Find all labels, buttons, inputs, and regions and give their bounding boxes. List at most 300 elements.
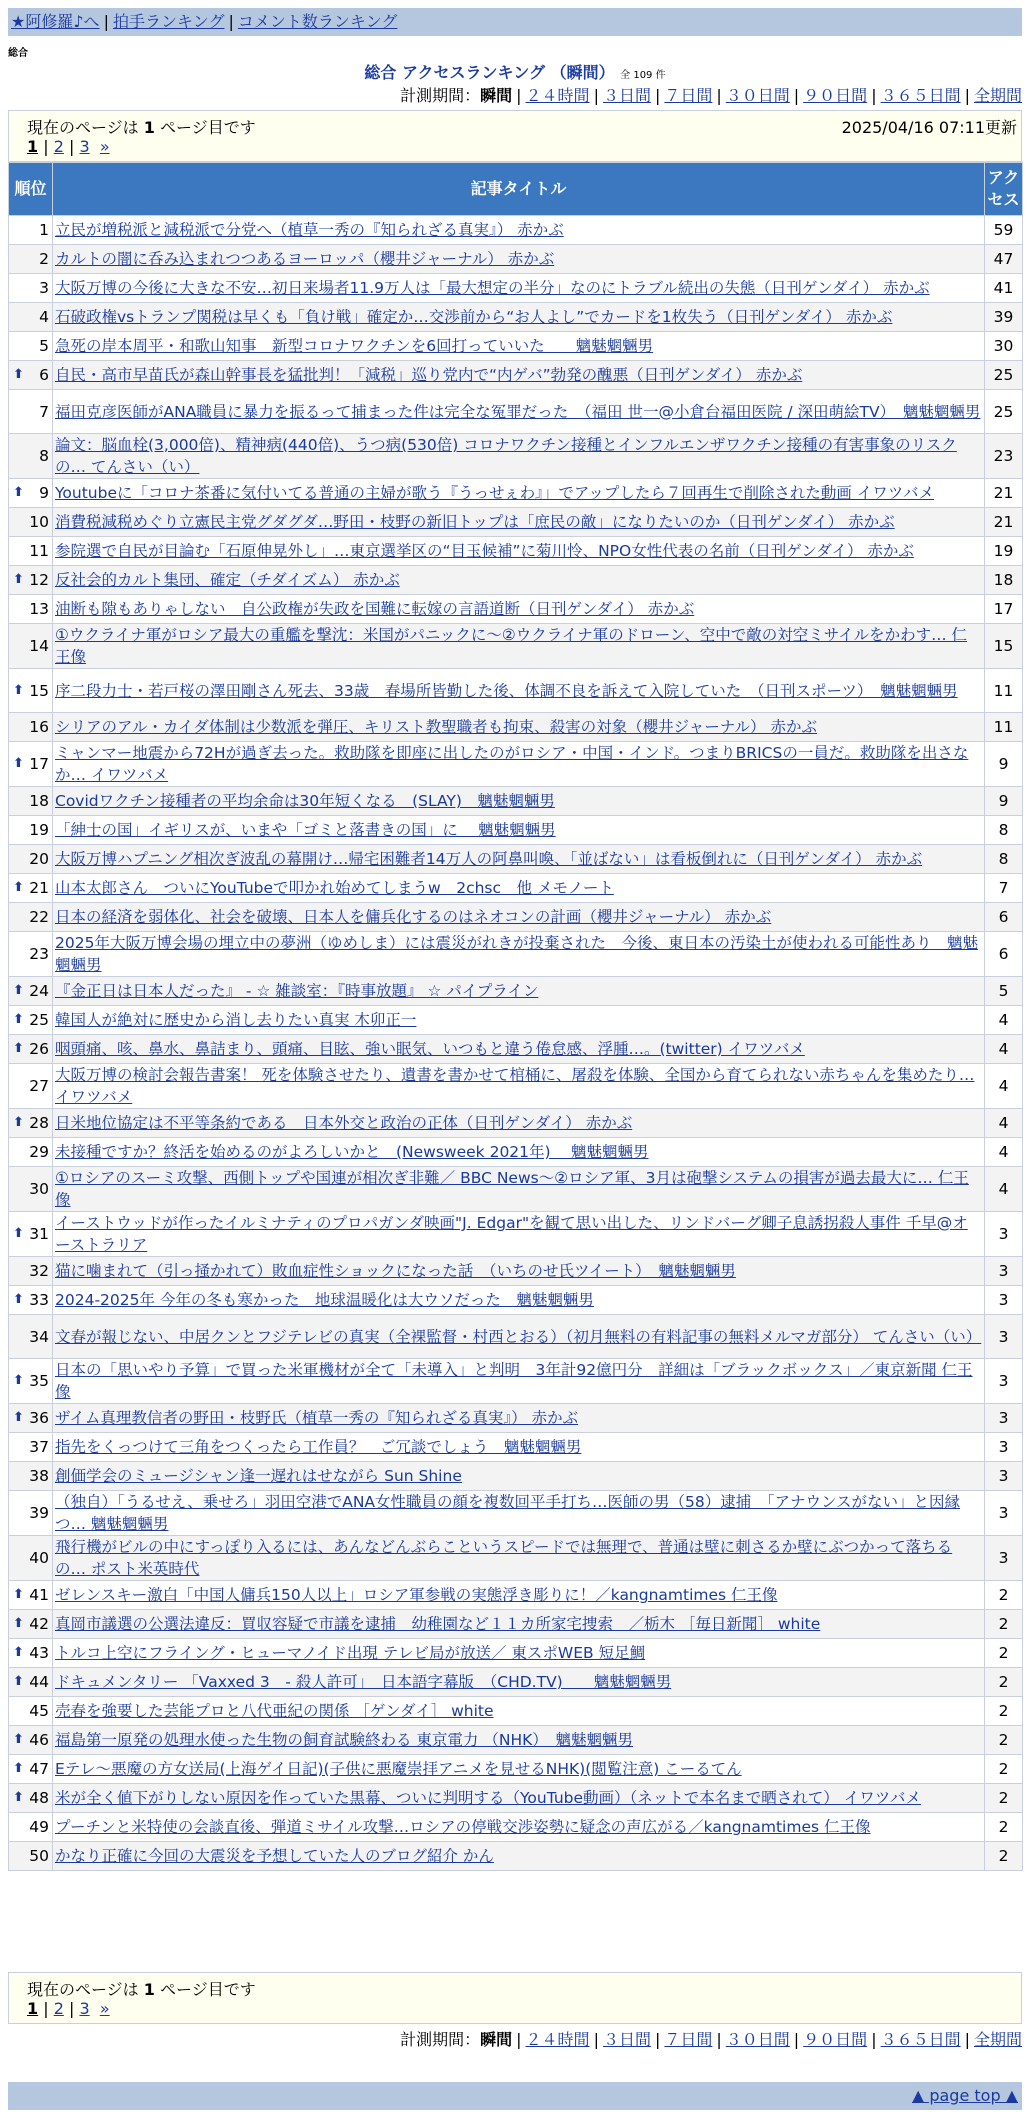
title-cell — [53, 1035, 985, 1064]
nav-link-clap-ranking[interactable]: 拍手ランキング — [112, 12, 225, 31]
access-count: 3 — [985, 1286, 1023, 1315]
access-count: 9 — [985, 787, 1023, 816]
rank-number: 4 — [39, 308, 49, 326]
rank-cell — [9, 434, 53, 479]
article-link[interactable]: 日本の「思いやり予算」で買った米軍機材が全て「未導入」と判明 3年計92億円分 詳細は「ブラックボックス」／東京新聞 仁王像 — [55, 1361, 973, 1401]
article-link[interactable]: Eテレ〜悪魔の方女送局(上海ゲイ日記)(子供に悪魔崇拝アニメを見せるNHK)(閲覧注意) こーるてん — [55, 1760, 742, 1778]
access-count: 4 — [985, 1109, 1023, 1138]
title-cell — [53, 1784, 985, 1813]
rank-cell — [9, 1462, 53, 1491]
rank-number: 49 — [29, 1818, 49, 1836]
period-selector-top: 計測期間：瞬間 | ２４時間 | ３日間 | ７日間 | ３０日間 | ９０日間 | ３６５日間 | 全期間 — [400, 86, 1022, 105]
table-row — [9, 1813, 1023, 1842]
header-rank: 順位 — [9, 163, 53, 216]
article-link[interactable]: 序二段力士・若戸桜の澤田剛さん死去、33歳 春場所皆勤した後、体調不良を訴えて入院していた （日刊スポーツ） 魑魅魍魎男 — [55, 681, 958, 700]
pager-next-link[interactable]: » — [99, 137, 110, 156]
category-label: 総合 — [8, 48, 28, 59]
rank-cell — [9, 245, 53, 274]
article-link[interactable]: シリアのアル・カイダ体制は少数派を弾圧、キリスト教聖職者も拘束、殺害の対象（櫻井ジャーナル） 赤かぶ — [55, 718, 817, 736]
rank-number: 26 — [29, 1040, 49, 1058]
period-link-30d[interactable]: ３０日間 — [725, 2030, 790, 2049]
rank-number: 1 — [39, 221, 49, 239]
rank-number: 44 — [29, 1673, 49, 1691]
title-cell — [53, 566, 985, 595]
access-count: 21 — [985, 508, 1023, 537]
rank-number: 14 — [29, 637, 49, 655]
table-row — [9, 1138, 1023, 1167]
rank-number: 10 — [29, 513, 49, 531]
access-count: 2 — [985, 1668, 1023, 1697]
rank-cell — [9, 903, 53, 932]
article-link[interactable]: ①ウクライナ軍がロシア最大の重艦を撃沈：米国がパニックに～②ウクライナ軍のドローン、空中で敵の対空ミサイルをかわす… 仁王像 — [55, 626, 968, 666]
article-link[interactable]: 石破政権vsトランプ関税は早くも「負け戦」確定か…交渉前から“お人よし”でカードを1枚失う（日刊ゲンダイ） 赤かぶ — [55, 308, 893, 326]
rank-number: 24 — [29, 982, 49, 1000]
arrow-up-icon: ⬆ — [13, 1012, 24, 1027]
pager-link-page-3[interactable]: 3 — [79, 1999, 90, 2018]
article-link[interactable]: Covidワクチン接種者の平均余命は30年短くなる (SLAY) 魑魅魍魎男 — [55, 792, 555, 810]
period-link-90d[interactable]: ９０日間 — [803, 86, 868, 105]
header-access: アクセス — [985, 163, 1023, 216]
access-count: 25 — [985, 361, 1023, 390]
article-link[interactable]: 反社会的カルト集団、確定（チダイズム） 赤かぶ — [55, 571, 400, 589]
rank-number: 3 — [39, 279, 49, 297]
period-link-3d[interactable]: ３日間 — [602, 86, 651, 105]
title-cell — [53, 1697, 985, 1726]
title-cell — [53, 245, 985, 274]
table-row — [9, 508, 1023, 537]
header-title: 記事タイトル — [53, 163, 985, 216]
rank-cell — [9, 216, 53, 245]
access-count: 3 — [985, 1315, 1023, 1359]
access-count: 21 — [985, 479, 1023, 508]
pager-link-page-3[interactable]: 3 — [79, 137, 90, 156]
title-cell — [53, 1212, 985, 1257]
title-cell — [53, 1639, 985, 1668]
pager-current-page: 1 — [27, 1999, 39, 2018]
title-cell — [53, 1610, 985, 1639]
access-count: 7 — [985, 874, 1023, 903]
table-row — [9, 669, 1023, 713]
access-count: 3 — [985, 1404, 1023, 1433]
title-cell — [53, 742, 985, 787]
rank-number: 42 — [29, 1615, 49, 1633]
article-link[interactable]: 大阪万博の今後に大きな不安…初日来場者11.9万人は「最大想定の半分」なのにトラブル続出の失態（日刊ゲンダイ） 赤かぶ — [55, 279, 930, 297]
table-row — [9, 361, 1023, 390]
article-link[interactable]: 2025年大阪万博会場の埋立中の夢洲（ゆめしま）には震災がれきが投棄された 今後、東日本の汚染土が使われる可能性あり 魑魅魍魎男 — [55, 934, 978, 974]
arrow-up-icon: ⬆ — [13, 983, 24, 998]
rank-cell — [9, 1668, 53, 1697]
article-link[interactable]: 指先をくっつけて三角をつくったら工作員？ ご冗談でしょう 魑魅魍魎男 — [55, 1438, 582, 1456]
period-link-24h[interactable]: ２４時間 — [525, 86, 590, 105]
title-cell — [53, 1842, 985, 1871]
pager-status: 現在のページは 1 ページ目です — [27, 118, 256, 137]
footer-bar — [8, 2082, 1022, 2110]
rank-cell — [9, 566, 53, 595]
table-row — [9, 1109, 1023, 1138]
rank-number: 2 — [39, 250, 49, 268]
rank-cell — [9, 977, 53, 1006]
article-link[interactable]: （独自）「うるせえ、乗せろ」羽田空港でANA女性職員の顔を複数回平手打ち…医師の男（58）逮捕 「アナウンスがない」と因縁つ… 魑魅魍魎男 — [55, 1493, 961, 1533]
title-cell — [53, 1491, 985, 1536]
access-count: 11 — [985, 713, 1023, 742]
access-count: 4 — [985, 1035, 1023, 1064]
rank-cell — [9, 595, 53, 624]
table-row — [9, 1581, 1023, 1610]
period-link-365d[interactable]: ３６５日間 — [880, 2030, 961, 2049]
pager-links: 1 | 2 | 3 » — [27, 1999, 110, 2018]
rank-cell — [9, 537, 53, 566]
title-cell — [53, 1433, 985, 1462]
arrow-up-icon: ⬆ — [13, 1041, 24, 1056]
table-row — [9, 1726, 1023, 1755]
arrow-up-icon: ⬆ — [13, 880, 24, 895]
rank-cell — [9, 624, 53, 669]
access-count: 39 — [985, 303, 1023, 332]
access-count: 2 — [985, 1610, 1023, 1639]
title-cell — [53, 1404, 985, 1433]
table-row — [9, 1755, 1023, 1784]
table-row — [9, 1536, 1023, 1581]
article-link[interactable]: 立民が増税派と減税派で分党へ（植草一秀の『知られざる真実』） 赤かぶ — [55, 221, 564, 239]
article-link[interactable]: 猫に噛まれて（引っ掻かれて）敗血症性ショックになった話 （いちのせ氏ツイート） 魑魅魍魎男 — [55, 1262, 736, 1280]
article-link[interactable]: 自民・高市早苗氏が森山幹事長を猛批判！「減税」巡り党内で“内ゲバ”勃発の醜悪（日刊ゲンダイ） 赤かぶ — [55, 366, 803, 384]
table-row — [9, 1212, 1023, 1257]
nav-link-comment-ranking[interactable]: コメント数ランキング — [237, 12, 398, 31]
rank-cell — [9, 845, 53, 874]
title-cell — [53, 1536, 985, 1581]
access-count: 11 — [985, 669, 1023, 713]
table-row — [9, 932, 1023, 977]
article-link[interactable]: 日本の経済を弱体化、社会を破壊、日本人を傭兵化するのはネオコンの計画（櫻井ジャーナル） 赤かぶ — [55, 908, 772, 926]
rank-number: 20 — [29, 850, 49, 868]
title-cell — [53, 1755, 985, 1784]
access-count: 3 — [985, 1491, 1023, 1536]
title-cell — [53, 595, 985, 624]
table-row — [9, 1167, 1023, 1212]
article-link[interactable]: イーストウッドが作ったイルミナティのプロパガンダ映画"J. Edgar"を観て思い出した、リンドバーグ卿子息誘拐殺人事件 千早@オーストラリア — [55, 1214, 968, 1254]
nav-link-asyura[interactable]: ★阿修羅♪へ — [11, 12, 100, 31]
article-link[interactable]: 未接種ですか？終活を始めるのがよろしいかと (Newsweek 2021年) 魑魅魍魎男 — [55, 1143, 649, 1161]
rank-cell — [9, 1581, 53, 1610]
rank-number: 32 — [29, 1262, 49, 1280]
title-cell — [53, 1813, 985, 1842]
rank-cell — [9, 1006, 53, 1035]
nav-separator: | — [228, 12, 234, 31]
article-link[interactable]: 論文：脳血栓(3,000倍)、精神病(440倍)、うつ病(530倍) コロナワクチン接種とインフルエンザワクチン接種の有害事象のリスクの… てんさい（い） — [55, 436, 957, 476]
title-cell — [53, 1581, 985, 1610]
title-cell — [53, 1462, 985, 1491]
rank-cell — [9, 1610, 53, 1639]
article-link[interactable]: 福田克彦医師がANA職員に暴力を振るって捕まった件は完全な冤罪だった （福田 世一@小倉台福田医院 / 深田萌絵TV） 魑魅魍魎男 — [55, 402, 981, 421]
pager-bottom — [8, 1972, 1022, 2024]
article-link[interactable]: 文春が報じない、中居クンとフジテレビの真実（全裸監督・村西とおる）（初月無料の有料記事の無料メルマガ部分） てんさい（い） — [55, 1327, 982, 1346]
period-current: 瞬間 — [480, 2030, 513, 2049]
access-count: 4 — [985, 1138, 1023, 1167]
rank-number: 18 — [29, 792, 49, 810]
article-link[interactable]: カルトの闇に呑み込まれつつあるヨーロッパ（櫻井ジャーナル） 赤かぶ — [55, 250, 555, 268]
access-count: 25 — [985, 390, 1023, 434]
table-row — [9, 390, 1023, 434]
rank-number: 50 — [29, 1847, 49, 1865]
arrow-up-icon: ⬆ — [13, 1587, 24, 1602]
period-link-all[interactable]: 全期間 — [973, 86, 1022, 105]
title-cell — [53, 537, 985, 566]
rank-cell — [9, 1813, 53, 1842]
access-count: 4 — [985, 1006, 1023, 1035]
title-cell — [53, 669, 985, 713]
rank-cell — [9, 332, 53, 361]
article-link[interactable]: 山本太郎さん ついにYouTubeで叩かれ始めてしまうw 2chsc 他 メモノート — [55, 879, 614, 897]
access-count: 15 — [985, 624, 1023, 669]
arrow-up-icon: ⬆ — [13, 572, 24, 587]
pager-link-page-2[interactable]: 2 — [53, 1999, 64, 2018]
article-link[interactable]: 大阪万博の検討会報告書案！ 死を体験させたり、遺書を書かせて棺桶に、屠殺を体験、全国から育てられない赤ちゃんを集めたり… イワツバメ — [55, 1066, 975, 1106]
article-link[interactable]: 参院選で自民が目論む「石原伸晃外し」…東京選挙区の“目玉候補”に菊川怜、NPO女性代表の名前（日刊ゲンダイ） 赤かぶ — [55, 542, 914, 560]
pager-next-link[interactable]: » — [99, 1999, 110, 2018]
table-row — [9, 903, 1023, 932]
article-link[interactable]: 咽頭痛、咳、鼻水、鼻詰まり、頭痛、目眩、強い眠気、いつもと違う倦怠感、浮腫…。(twitter) イワツバメ — [55, 1040, 805, 1058]
article-link[interactable]: トルコ上空にフライング・ヒューマノイド出現 テレビ局が放送／ 東スポWEB 短足鯛 — [55, 1644, 646, 1662]
rank-cell — [9, 1359, 53, 1404]
article-link[interactable]: ①ロシアのスーミ攻撃、西側トップや国連が相次ぎ非難／ BBC News～②ロシア軍、3月は砲撃システムの損害が過去最大に… 仁王像 — [55, 1169, 969, 1209]
title-cell — [53, 816, 985, 845]
period-link-30d[interactable]: ３０日間 — [725, 86, 790, 105]
rank-number: 31 — [29, 1225, 49, 1243]
title-cell — [53, 332, 985, 361]
access-count: 23 — [985, 434, 1023, 479]
article-link[interactable]: 『金正日は日本人だった』 - ☆ 雑談室：『時事放題』 ☆ パイプライン — [55, 982, 539, 1000]
article-link[interactable]: 2024-2025年 今年の冬も寒かった 地球温暖化は大ウソだった 魑魅魍魎男 — [55, 1291, 594, 1309]
table-row — [9, 1433, 1023, 1462]
pager-status: 現在のページは 1 ページ目です — [27, 1980, 256, 1999]
title-cell — [53, 1726, 985, 1755]
access-count: 18 — [985, 566, 1023, 595]
arrow-up-icon: ⬆ — [13, 1790, 24, 1805]
title-cell — [53, 977, 985, 1006]
rank-number: 28 — [29, 1114, 49, 1132]
article-link[interactable]: 創価学会のミュージシャン逢一遅れはせながら Sun Shine — [55, 1467, 462, 1485]
title-cell — [53, 787, 985, 816]
table-row — [9, 537, 1023, 566]
arrow-up-icon: ⬆ — [13, 1732, 24, 1747]
rank-number: 34 — [29, 1327, 49, 1346]
rank-cell — [9, 479, 53, 508]
rank-number: 37 — [29, 1438, 49, 1456]
period-link-24h[interactable]: ２４時間 — [525, 2030, 590, 2049]
access-count: 30 — [985, 332, 1023, 361]
pager-link-page-2[interactable]: 2 — [53, 137, 64, 156]
table-row — [9, 1462, 1023, 1491]
rank-cell — [9, 742, 53, 787]
rank-number: 16 — [29, 718, 49, 736]
article-link[interactable]: かなり正確に今回の大震災を予想していた人のブログ紹介 かん — [55, 1847, 494, 1865]
title-cell — [53, 1359, 985, 1404]
rank-number: 38 — [29, 1467, 49, 1485]
title-cell — [53, 903, 985, 932]
table-row — [9, 1035, 1023, 1064]
rank-number: 48 — [29, 1789, 49, 1807]
period-link-all[interactable]: 全期間 — [973, 2030, 1022, 2049]
table-row — [9, 1404, 1023, 1433]
article-link[interactable]: ゼレンスキー激白「中国人傭兵150人以上」ロシア軍参戦の実態浮き彫りに！／kangnamtimes 仁王像 — [55, 1586, 778, 1604]
arrow-up-icon: ⬆ — [13, 1410, 24, 1425]
table-row — [9, 1006, 1023, 1035]
rank-cell — [9, 1064, 53, 1109]
rank-number: 5 — [39, 337, 49, 355]
table-row — [9, 1359, 1023, 1404]
rank-number: 40 — [29, 1549, 49, 1567]
article-link[interactable]: 「紳士の国」イギリスが、いまや「ゴミと落書きの国」に 魑魅魍魎男 — [55, 821, 556, 839]
arrow-up-icon: ⬆ — [13, 1292, 24, 1307]
article-link[interactable]: 韓国人が絶対に歴史から消し去りたい真実 木卯正一 — [55, 1011, 417, 1029]
article-link[interactable]: ザイム真理教信者の野田・枝野氏（植草一秀の『知られざる真実』） 赤かぶ — [55, 1409, 579, 1427]
article-link[interactable]: 急死の岸本周平・和歌山知事 新型コロナワクチンを6回打っていいた 魑魅魍魎男 — [55, 337, 654, 355]
title-cell — [53, 845, 985, 874]
rank-number: 39 — [29, 1504, 49, 1522]
access-count: 2 — [985, 1726, 1023, 1755]
table-row — [9, 624, 1023, 669]
table-row — [9, 1286, 1023, 1315]
period-link-7d[interactable]: ７日間 — [664, 86, 713, 105]
table-row — [9, 332, 1023, 361]
article-link[interactable]: Youtubeに「コロナ茶番に気付いてる普通の主婦が歌う『うっせぇわ』」でアップしたら７回再生で削除された動画 イワツバメ — [55, 484, 934, 502]
access-count: 3 — [985, 1536, 1023, 1581]
arrow-up-icon: ⬆ — [13, 1226, 24, 1241]
pager-top — [8, 110, 1022, 162]
table-row — [9, 1668, 1023, 1697]
article-link[interactable]: 米が全く値下がりしない原因を作っていた黒幕、ついに判明する（YouTube動画）（ネットで本名まで晒されて） イワツバメ — [55, 1789, 921, 1807]
article-link[interactable]: 売春を強要した芸能プロと八代亜紀の関係 ［ゲンダイ］ white — [55, 1702, 494, 1720]
table-row — [9, 595, 1023, 624]
period-link-90d[interactable]: ９０日間 — [803, 2030, 868, 2049]
article-link[interactable]: ミャンマー地震から72Hが過ぎ去った。救助隊を即座に出したのがロシア・中国・インド。つまりBRICSの一員だ。救助隊を出さなか… イワツバメ — [55, 744, 969, 784]
title-cell — [53, 932, 985, 977]
access-count: 3 — [985, 1433, 1023, 1462]
rank-number: 22 — [29, 908, 49, 926]
period-label: 計測期間： — [400, 2030, 481, 2049]
page-top-link[interactable]: ▲ page top ▲ — [911, 2086, 1018, 2105]
article-link[interactable]: 飛行機がビルの中にすっぽり入るには、あんなどんぶらこというスピードでは無理で、普通は壁に刺さるか壁にぶつかって落ちるの… ポスト米英時代 — [55, 1538, 953, 1578]
updated-timestamp: 2025/04/16 07:11更新 — [841, 118, 1017, 137]
arrow-up-icon: ⬆ — [13, 485, 24, 500]
ranking-table-body — [9, 216, 1023, 1871]
access-count: 19 — [985, 537, 1023, 566]
table-row — [9, 713, 1023, 742]
rank-number: 12 — [29, 571, 49, 589]
arrow-up-icon: ⬆ — [13, 682, 24, 698]
article-link[interactable]: 消費税減税めぐり立憲民主党グダグダ…野田・枝野の新旧トップは「庶民の敵」になりたいのか（日刊ゲンダイ） 赤かぶ — [55, 513, 895, 531]
table-row — [9, 874, 1023, 903]
rank-cell — [9, 1842, 53, 1871]
rank-number: 43 — [29, 1644, 49, 1662]
access-count: 4 — [985, 1064, 1023, 1109]
title-cell — [53, 274, 985, 303]
table-row — [9, 816, 1023, 845]
period-label: 計測期間： — [400, 86, 481, 105]
table-row — [9, 1784, 1023, 1813]
period-link-365d[interactable]: ３６５日間 — [880, 86, 961, 105]
rank-cell — [9, 874, 53, 903]
title-cell — [53, 1286, 985, 1315]
rank-number: 27 — [29, 1077, 49, 1095]
access-count: 3 — [985, 1212, 1023, 1257]
rank-number: 45 — [29, 1702, 49, 1720]
total-count: 全 109 件 — [620, 70, 666, 81]
arrow-up-icon: ⬆ — [13, 367, 24, 382]
title-cell — [53, 1668, 985, 1697]
rank-number: 29 — [29, 1143, 49, 1161]
table-row — [9, 977, 1023, 1006]
article-link[interactable]: 油断も隙もありゃしない 自公政権が失政を国難に転嫁の言語道断（日刊ゲンダイ） 赤かぶ — [55, 600, 695, 618]
rank-cell — [9, 1257, 53, 1286]
title-cell — [53, 713, 985, 742]
period-current: 瞬間 — [480, 86, 513, 105]
access-count: 2 — [985, 1697, 1023, 1726]
access-count: 9 — [985, 742, 1023, 787]
rank-cell — [9, 669, 53, 713]
title-cell — [53, 361, 985, 390]
rank-cell — [9, 1138, 53, 1167]
rank-cell — [9, 1433, 53, 1462]
access-count: 6 — [985, 903, 1023, 932]
ranking-table — [8, 162, 1023, 1871]
period-selector-bottom: 計測期間：瞬間 | ２４時間 | ３日間 | ７日間 | ３０日間 | ９０日間 | ３６５日間 | 全期間 — [400, 2030, 1022, 2049]
article-link[interactable]: ドキュメンタリー 「Vaxxed 3 - 殺人許可」 日本語字幕版 （CHD.TV) 魑魅魍魎男 — [55, 1673, 672, 1691]
rank-number: 13 — [29, 600, 49, 618]
access-count: 8 — [985, 816, 1023, 845]
arrow-up-icon: ⬆ — [13, 1645, 24, 1660]
pager-current-page: 1 — [27, 137, 39, 156]
rank-number: 47 — [29, 1760, 49, 1778]
title-cell — [53, 1257, 985, 1286]
rank-cell — [9, 1315, 53, 1359]
article-link[interactable]: 福島第一原発の処理水使った生物の飼育試験終わる 東京電力 （NHK） 魑魅魍魎男 — [55, 1731, 634, 1749]
arrow-up-icon: ⬆ — [13, 1761, 24, 1776]
rank-number: 25 — [29, 1011, 49, 1029]
article-link[interactable]: プーチンと米特使の会談直後、弾道ミサイル攻撃…ロシアの停戦交渉姿勢に疑念の声広がる／kangnamtimes 仁王像 — [55, 1818, 871, 1836]
rank-number: 15 — [29, 681, 49, 700]
arrow-up-icon: ⬆ — [13, 1616, 24, 1631]
rank-cell — [9, 1212, 53, 1257]
rank-cell — [9, 390, 53, 434]
rank-number: 33 — [29, 1291, 49, 1309]
rank-number: 7 — [39, 402, 49, 421]
rank-number: 36 — [29, 1409, 49, 1427]
rank-cell — [9, 274, 53, 303]
article-link[interactable]: 大阪万博ハプニング相次ぎ波乱の幕開け…帰宅困難者14万人の阿鼻叫喚、「並ばない」は看板倒れに（日刊ゲンダイ） 赤かぶ — [55, 850, 923, 868]
rank-number: 8 — [39, 447, 49, 465]
table-row — [9, 1315, 1023, 1359]
access-count: 2 — [985, 1842, 1023, 1871]
rank-number: 46 — [29, 1731, 49, 1749]
rank-cell — [9, 1697, 53, 1726]
access-count: 3 — [985, 1257, 1023, 1286]
access-count: 2 — [985, 1813, 1023, 1842]
title-cell — [53, 1064, 985, 1109]
article-link[interactable]: 日米地位協定は不平等条約である 日本外交と政治の正体（日刊ゲンダイ） 赤かぶ — [55, 1114, 633, 1132]
rank-cell — [9, 816, 53, 845]
table-row — [9, 1064, 1023, 1109]
article-link[interactable]: 真岡市議選の公選法違反：買収容疑で市議を逮捕 幼稚園など１１カ所家宅捜索 ／栃木 ［毎日新聞］ white — [55, 1615, 821, 1633]
rank-number: 19 — [29, 821, 49, 839]
access-count: 8 — [985, 845, 1023, 874]
page-title-text: 総合 アクセスランキング （瞬間） — [364, 63, 615, 82]
table-row — [9, 845, 1023, 874]
period-link-3d[interactable]: ３日間 — [602, 2030, 651, 2049]
arrow-up-icon: ⬆ — [13, 756, 24, 771]
rank-number: 9 — [39, 484, 49, 502]
period-link-7d[interactable]: ７日間 — [664, 2030, 713, 2049]
